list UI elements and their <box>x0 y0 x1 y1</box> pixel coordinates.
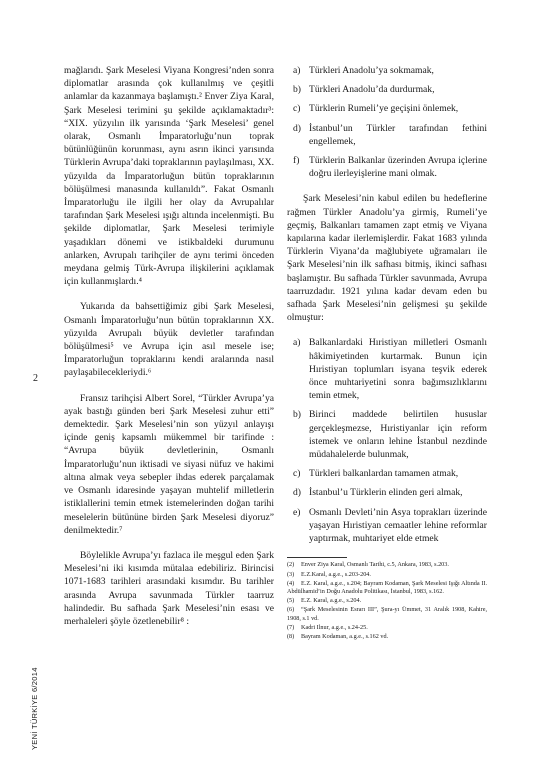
left-paragraph-4: Böylelikle Avrupa’yı fazlaca ile meşgul eden Şark Meselesi’ni iki kısımda mütalaa edebiliriz. Birincisi 1071-1683 tarihleri arasındaki kısımdır. Bu tarihler arasında Avrupa savunmada Türkler taarruz halindedir. Bu safhada Şark Meselesi’nin esası ve merhaleleri şöyle özetlenebilir⁸ : <box>64 549 274 627</box>
list-item: e) Osmanlı Devleti’nin Asya toprakları üzerinde yaşayan Hıristiyan cemaatler lehine reformlar yaptırmak, muhtariyet elde etmek <box>293 506 487 545</box>
list-item: d) İstanbul’u Türklerin elinden geri almak, <box>293 487 463 499</box>
list-item: f) Türklerin Balkanlar üzerinden Avrupa içlerine doğru ilerleyişlerine mani olmak. <box>293 155 487 180</box>
left-column <box>64 64 274 640</box>
footnote: (8) Bayram Kodaman, a.g.e., s.162 vd. <box>287 632 389 640</box>
footnote: (7) Kadri Ilnur, a.g.e., s.24-25. <box>287 623 368 631</box>
footnote: (3) E.Z.Karal, a.g.e., s.203-204. <box>287 570 371 578</box>
list-item: c) Türklerin Rumeli’ye geçişini önlemek, <box>293 103 459 115</box>
page-number: 2 <box>33 373 38 384</box>
footnote: (4) E.Z. Karal, a.g.e., s.204; Bayram Kodaman, Şark Meselesi Işığı Altında II. Abdülhamid’in Doğu Anadolu Politikası, İstanbul, 1983, s.162. <box>287 579 487 595</box>
footnote: (2) Enver Ziya Karal, Osmanlı Tarihi, c.5, Ankara, 1983, s.203. <box>287 561 449 569</box>
list-item: a) Balkanlardaki Hıristiyan milletleri Osmanlı hâkimiyetinden kurtarmak. Bunun için Hıristiyan toplumları isyana teşvik ederek önce muhtariyetini sonra bağımsızlıklarını temin etmek, <box>293 337 487 402</box>
list-item: b) Birinci maddede belirtilen hususlar gerçekleşmezse, Hıristiyanlar için reform istemek ve onların lehine İstanbul nezdinde müdahalelerde bulunmak, <box>293 409 487 461</box>
list-item: a) Türkleri Anadolu’ya sokmamak, <box>293 65 434 76</box>
left-paragraph-2: Yukarıda da bahsettiğimiz gibi Şark Meselesi, Osmanlı İmparatorluğu’nun bütün topraklarının XX. yüzyılda Avrupalı büyük devletler tarafından bölüşülmesi⁵ ve Avrupa için asıl mesele ise; İmparatorluğun topraklarını kendi aralarında nasıl paylaşabilecekleriydi.⁶ <box>64 301 274 379</box>
footnote-divider <box>287 557 347 558</box>
right-paragraph-1: Şark Meselesi’nin kabul edilen bu hedeflerine rağmen Türkler Anadolu’ya girmiş, Rumeli’ye geçmiş, Balkanları tamamen zapt etmiş ve Viyana kapılarına kadar ilerlemişlerdir. Fakat 1683 yılında Türklerin Viyana’da mağlubiyete uğramaları ile Şark Meselesi’nin ilk safhası bitmiş, ikinci safhası başlamıştır. Bu safhada Türkler savunmada, Avrupa taarruzdadır. 1921 yılına kadar devam eden bu safhada Şark Meselesi’nin gelişmesi şu şekilde olmuştur: <box>287 193 487 324</box>
list-item: d) İstanbul’un Türkler tarafından fethini engellemek, <box>293 122 487 147</box>
left-paragraph-1: mağlarıdı. Şark Meselesi Viyana Kongresi’nden sonra diplomatlar arasında çok kullanılmış ve çeşitli anlamlar da kazanmaya başlamıştı.² Enver Ziya Karal, Şark Meselesi terimini şu şekilde açıklamaktadır³: “XIX. yüzyılın ilk yarısında ‘Şark Meselesi’ genel olarak, Osmanlı İmparatorluğu’nun toprak bütünlüğünün korunması, aynı asrın ikinci yarısında Türklerin Avrupa’daki topraklarının paylaşılması, XX. yüzyılda da İmparatorluğun bütün topraklarının bölüşülmesi manasında kullanıldı”. Fakat Osmanlı İmparatorluğu ile ilgili her olay da Avrupalılar tarafından Şark Meselesi ışığı altında incelenmişti. Bu şekilde diplomatlar, Şark Meselesi terimiyle yaşadıkları dönemi ve istikbaldeki durumunu anlarken, Avrupalı tarihçiler de aynı terimi önceden meydana gelmiş Türk-Avrupa ilişkilerini açıklamak için kullanmışlardı.⁴ <box>64 65 274 288</box>
second-phase-list <box>287 336 487 545</box>
first-phase-list <box>287 64 487 180</box>
footnote: (6) “Şark Meselesinin Esrarı III”, Şura-yı Ümmet, 31 Aralık 1908, Kahire, 1908, s.1 vd. <box>287 606 487 622</box>
journal-vertical-label: YENİ TÜRKİYE 6/2014 <box>30 667 39 750</box>
right-column <box>287 64 487 642</box>
left-paragraph-3: Fransız tarihçisi Albert Sorel, “Türkler Avrupa’ya ayak bastığı günden beri Şark Meselesi zuhur etti” demektedir. Şark Meselesi’nin son yüzyıl anlayışı içinde geniş kapsamlı mükemmel bir tarifinde : “Avrupa büyük devletlerinin, Osmanlı İmparatorluğu’nun iktisadi ve siyasi nüfuz ve hakimi altına almak veya sebepler ihdas ederek parçalamak ve Osmanlı idaresinde yaşayan muhtelif milletlerin istiklallerini temin etmek istemelerinden doğan tarihi meselelerin bütününe birden Şark Meselesi diyoruz” denilmektedir.⁷ <box>64 392 274 536</box>
footnote: (5) E.Z. Karal, a.g.e., s.204. <box>287 597 362 605</box>
list-item: b) Türkleri Anadolu’da durdurmak, <box>293 84 435 96</box>
footnotes <box>287 561 487 641</box>
list-item: c) Türkleri balkanlardan tamamen atmak, <box>293 468 459 480</box>
